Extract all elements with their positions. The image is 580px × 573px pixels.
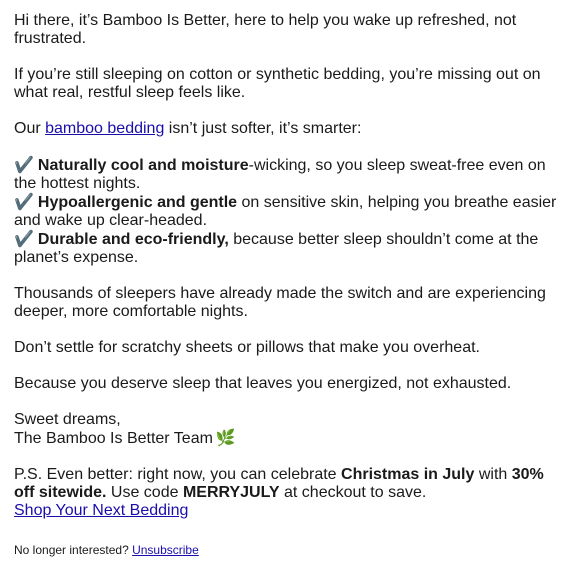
feature-rest: on sensitive skin, helping you breathe easier and wake up clear-headed. [14,194,557,229]
deserve-paragraph: Because you deserve sleep that leaves you energized, not exhausted. [14,375,512,392]
ps-text-4: at checkout to save. [279,484,427,501]
intro-paragraph: If you’re still sleeping on cotton or synthetic bedding, you’re missing out on what real, restful sleep feels like. [14,66,541,101]
checkmark-icon: ✔️ [14,155,34,174]
ps-text-1: P.S. Even better: right now, you can celebrate [14,466,342,483]
bamboo-bedding-link[interactable]: bamboo bedding [45,120,165,137]
ps-paragraph [14,466,566,520]
lead-paragraph [14,120,566,138]
feature-bold: Durable and eco-friendly, [37,231,229,248]
ps-bold-discount: 30% off sitewide. [14,466,544,501]
ps-text-2: with [474,466,512,483]
signoff-line1: Sweet dreams, [14,411,121,428]
feature-list [14,156,566,267]
checkmark-icon: ✔️ [14,192,34,211]
feature-item [14,193,566,230]
feature-item [14,156,566,193]
ps-bold-christmas: Christmas in July [341,466,475,483]
settle-paragraph: Don’t settle for scratchy sheets or pillows that make you overheat. [14,339,480,356]
feature-bold: Naturally cool and moisture [37,157,249,174]
shop-bedding-link[interactable]: Shop Your Next Bedding [14,502,189,519]
feature-item [14,230,566,267]
feature-bold: Hypoallergenic and gentle [37,194,238,211]
ps-text-3: Use code [106,484,183,501]
social-proof-paragraph: Thousands of sleepers have already made the switch and are experiencing deeper, more comfortable nights. [14,285,546,320]
ps-bold-code: MERRYJULY [182,484,280,501]
greeting-paragraph: Hi there, it’s Bamboo Is Better, here to help you wake up refreshed, not frustrated. [14,12,517,47]
unsubscribe-link[interactable]: Unsubscribe [132,543,199,557]
footer-text: No longer interested? [14,543,133,557]
lead-text-after: isn’t just softer, it’s smarter: [164,120,362,137]
checkmark-icon: ✔️ [14,229,34,248]
footer [14,543,199,557]
feature-rest: because better sleep shouldn’t come at the planet’s expense. [14,231,539,266]
signoff-team: The Bamboo Is Better Team [14,430,213,447]
lead-text-before: Our [14,120,46,137]
feature-rest: -wicking, so you sleep sweat-free even on the hottest nights. [14,157,546,192]
signoff [14,411,566,448]
leaf-icon: 🌿 [215,428,236,447]
